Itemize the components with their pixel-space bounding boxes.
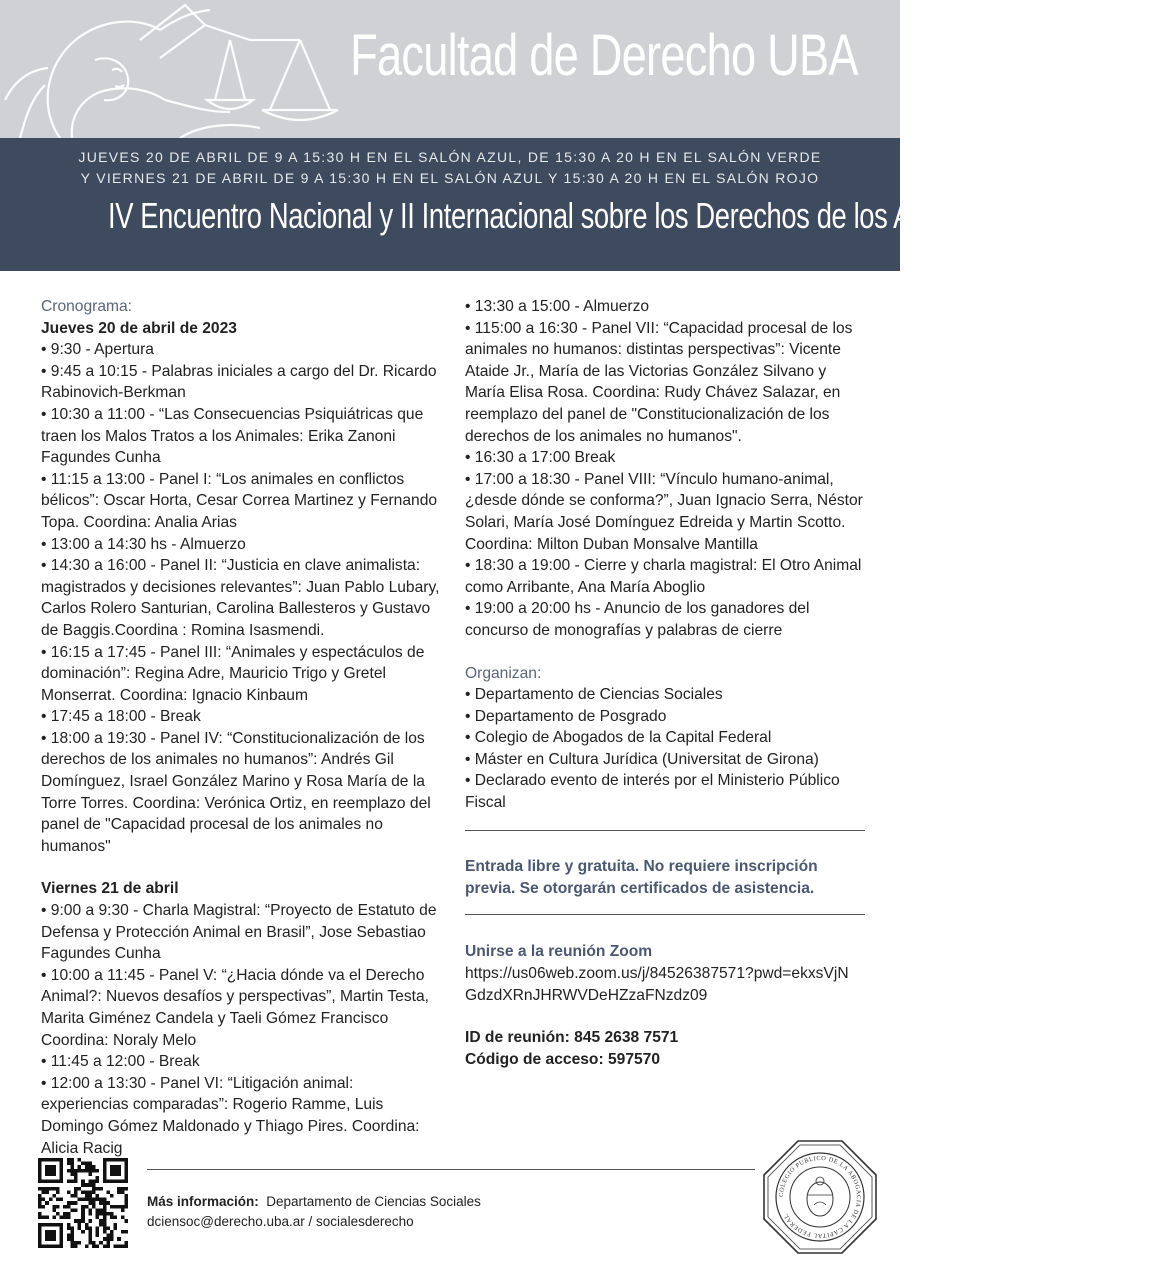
schedule-item: • 12:00 a 13:30 - Panel VI: “Litigación animal: experiencias comparadas”: Rogerio Ramme, Luis Domingo Gómez Maldonado y Thiago Pires. Coordina: Alicia Racig: [41, 1074, 420, 1157]
bar-association-seal: [760, 1137, 880, 1257]
more-info-label: Más información:: [147, 1194, 259, 1209]
organizer-item: • Colegio de Abogados de la Capital Federal: [465, 729, 772, 747]
schedule-item: • 17:45 a 18:00 - Break: [41, 708, 201, 726]
seal-ring-text: COLEGIO PUBLICO DE LA ABOGACIA DE LA CAPITAL FEDERAL: [777, 1154, 863, 1240]
schedule-item: • 16:30 a 17:00 Break: [465, 449, 616, 467]
zoom-title: Unirse a la reunión Zoom: [465, 943, 653, 960]
entry-notice: [465, 856, 885, 899]
schedule-item: • 18:30 a 19:00 - Cierre y charla magistral: El Otro Animal como Arribante, Ana María Aboglio: [465, 557, 862, 596]
day2-title: Viernes 21 de abril: [41, 880, 179, 898]
schedule-item: • 9:45 a 10:15 - Palabras iniciales a cargo del Dr. Ricardo Rabinovich-Berkman: [41, 362, 437, 402]
schedule-item: • 13:30 a 15:00 - Almuerzo: [465, 298, 650, 315]
qr-code[interactable]: [38, 1158, 128, 1248]
more-info-value: Departamento de Ciencias Sociales: [266, 1194, 481, 1209]
schedule-item: • 13:00 a 14:30 hs - Almuerzo: [41, 535, 246, 553]
access-code: Código de acceso: 597570: [465, 1050, 661, 1068]
day1-title: Jueves 20 de abril de 2023: [41, 319, 237, 337]
event-band: [0, 138, 1166, 271]
zoom-link[interactable]: [465, 963, 885, 1006]
schedule-item: • 9:30 - Apertura: [41, 341, 154, 359]
faculty-title: Facultad de Derecho UBA: [350, 23, 858, 88]
schedule-item: • 14:30 a 16:00 - Panel II: “Justicia en clave animalista: magistrados y decisiones relevantes”: Juan Pablo Lubary, Carlos Rolero Santurian, Carolina Ballesteros y Gustavo de Baggis.Coordina : Romina Isasmendi.: [41, 557, 440, 639]
schedule-item: • 115:00 a 16:30 - Panel VII: “Capacidad procesal de los animales no humanos: distintas perspectivas”: Vicente Ataide Jr., María de las Victorias González Silvano y María Elisa Rosa. Coordina: Rudy Chávez Salazar, en reemplazo del panel de "Constitucionalización de los derechos de los animales no humanos".: [465, 319, 853, 445]
left-column: [41, 296, 441, 1159]
contact-line[interactable]: dciensoc@derecho.uba.ar / socialesderecho: [147, 1214, 414, 1229]
schedule-item: • 19:00 a 20:00 hs - Anuncio de los ganadores del concurso de monografías y palabras de cierre: [465, 600, 810, 639]
schedule-item: • 11:15 a 13:00 - Panel I: “Los animales en conflictos bélicos”: Oscar Horta, Cesar Correa Martinez y Fernando Topa. Coordina: Analia Arias: [41, 470, 438, 531]
entry-line-2: previa. Se otorgarán certificados de asistencia.: [465, 879, 815, 897]
footer-info: [147, 1192, 481, 1232]
organizan-label: Organizan:: [465, 664, 542, 682]
header-banner: [0, 0, 900, 138]
organizer-item: • Departamento de Ciencias Sociales: [465, 686, 723, 704]
organizer-item: • Máster en Cultura Jurídica (Universitat de Girona): [465, 750, 819, 768]
schedule-line-2: Y VIERNES 21 DE ABRIL DE 9 A 15:30 H EN EL SALÓN AZUL Y 15:30 A 20 H EN EL SALÓN ROJO: [80, 170, 820, 186]
right-column: [465, 296, 865, 814]
divider: [465, 830, 865, 831]
schedule-item: • 10:00 a 11:45 - Panel V: “¿Hacia dónde va el Derecho Animal?: Nuevos desafíos y perspectivas”, Martin Testa, Marita Giménez Candela y Taeli Gómez Francisco Coordina: Noraly Melo: [41, 966, 429, 1049]
organizer-item: • Declarado evento de interés por el Ministerio Público Fiscal: [465, 772, 840, 812]
zoom-url-line-2[interactable]: GdzdXRnJHRWVDeHZzaFNzdz09: [465, 986, 708, 1004]
zoom-url-line-1[interactable]: https://us06web.zoom.us/j/84526387571?pwd=ekxsVjN: [465, 965, 849, 982]
schedule-item: • 10:30 a 11:00 - “Las Consecuencias Psiquiátricas que traen los Malos Tratos a los Animales: Erika Zanoni Fagundes Cunha: [41, 405, 424, 467]
schedule-item: • 18:00 a 19:30 - Panel IV: “Constitucionalización de los derechos de los animales no humanos”: Andrés Gil Domínguez, Israel González Marino y Rosa María de la Torre Torres. Coordina: Verónica Ortiz, en reemplazo del panel de "Capacidad procesal de los animales no humanos": [41, 729, 431, 855]
schedule-item: • 17:00 a 18:30 - Panel VIII: “Vínculo humano-animal, ¿desde dónde se conforma?”, Juan Ignacio Serra, Néstor Solari, María José Domínguez Edreida y Martin Scotto. Coordina: Milton Duban Monsalve Mantilla: [465, 470, 863, 553]
organizer-item: • Departamento de Posgrado: [465, 707, 667, 725]
spacer: [465, 642, 865, 663]
schedule-item: • 16:15 a 17:45 - Panel III: “Animales y espectáculos de dominación”: Regina Adre, Mauricio Trigo y Gretel Monserrat. Coordina: Ignacio Kinbaum: [41, 643, 425, 704]
meeting-info: [465, 1027, 678, 1070]
footer-divider: [147, 1169, 755, 1170]
schedule-item: • 11:45 a 12:00 - Break: [41, 1053, 200, 1071]
divider: [465, 914, 865, 915]
spacer: [41, 857, 441, 878]
event-title: IV Encuentro Nacional y II Internacional sobre los Derechos de los Animales No Humanos: [108, 195, 1166, 236]
entry-line-1: Entrada libre y gratuita. No requiere inscripción: [465, 858, 818, 875]
cronograma-label: Cronograma:: [41, 298, 133, 315]
svg-text:COLEGIO PUBLICO DE LA ABOGACIA: [778, 1155, 862, 1239]
meeting-id: ID de reunión: 845 2638 7571: [465, 1029, 679, 1046]
schedule-line-1: JUEVES 20 DE ABRIL DE 9 A 15:30 H EN EL SALÓN AZUL, DE 15:30 A 20 H EN EL SALÓN VERDE: [78, 149, 822, 165]
schedule-item: • 9:00 a 9:30 - Charla Magistral: “Proyecto de Estatuto de Defensa y Protección Animal en Brasil”, Jose Sebastiao Fagundes Cunha: [41, 902, 437, 963]
